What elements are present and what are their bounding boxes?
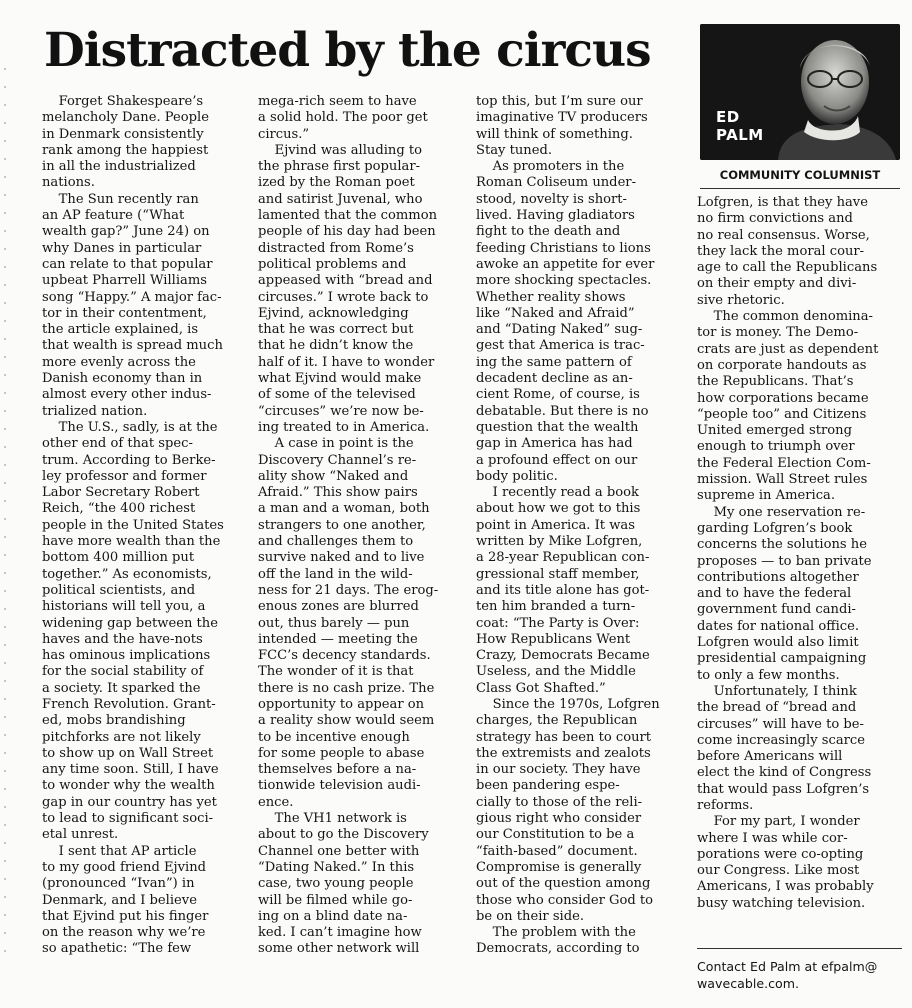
article-line: an AP feature (“What bbox=[42, 208, 185, 224]
article-line: almost every other indus- bbox=[42, 387, 212, 403]
author-role: COMMUNITY COLUMNIST bbox=[719, 168, 881, 182]
author-first-name: ED bbox=[716, 108, 740, 126]
article-line: reforms. bbox=[697, 797, 754, 813]
article-line: song “Happy.” A major fac- bbox=[42, 289, 222, 305]
article-line: gap in America has had bbox=[476, 436, 633, 452]
article-line: Roman Coliseum under- bbox=[476, 175, 636, 191]
article-line: ing treated to in America. bbox=[258, 419, 430, 435]
article-line: about to go the Discovery bbox=[258, 827, 429, 843]
article-line: rank among the happiest bbox=[42, 142, 209, 158]
article-line: ality show “Naked and bbox=[258, 468, 409, 484]
article-line: stood, novelty is short- bbox=[476, 191, 627, 207]
article-line: that he was correct but bbox=[258, 322, 414, 338]
article-line: “Dating Naked.” In this bbox=[258, 859, 415, 875]
article-line: Danish economy than in bbox=[42, 371, 203, 387]
article-line: distracted from Rome’s bbox=[258, 240, 414, 256]
article-line: political scientists, and bbox=[42, 582, 196, 598]
article-line: in our society. They have bbox=[476, 762, 641, 778]
article-line: As promoters in the bbox=[476, 159, 625, 175]
article-line: any time soon. Still, I have bbox=[42, 762, 219, 778]
article-line: off the land in the wild- bbox=[258, 566, 413, 582]
article-line: more shocking spectacles. bbox=[476, 273, 652, 289]
article-line: body politic. bbox=[476, 468, 558, 484]
article-line: on their empty and divi- bbox=[697, 276, 857, 292]
article-line: that would pass Lofgren’s bbox=[697, 781, 870, 797]
article-line: Ejvind was alluding to bbox=[258, 142, 423, 158]
article-line: supreme in America. bbox=[697, 488, 836, 504]
article-line: The U.S., sadly, is at the bbox=[42, 419, 218, 435]
article-line: Forget Shakespeare’s bbox=[42, 94, 204, 109]
author-last-name: PALM bbox=[716, 126, 764, 144]
article-line: The common denomina- bbox=[697, 309, 873, 325]
article-line: be on their side. bbox=[476, 908, 585, 924]
article-line: imaginative TV producers bbox=[476, 110, 648, 126]
article-line: busy watching television. bbox=[697, 895, 866, 911]
article-line: a society. It sparked the bbox=[42, 680, 201, 696]
article-line: a 28-year Republican con- bbox=[476, 550, 650, 566]
article-line: ed, mobs brandishing bbox=[42, 713, 186, 729]
article-line: widening gap between the bbox=[42, 615, 218, 631]
article-line: has ominous implications bbox=[42, 648, 211, 664]
article-line: Democrats, according to bbox=[476, 941, 640, 957]
article-line: the extremists and zealots bbox=[476, 745, 651, 761]
article-line: coat: “The Party is Over: bbox=[476, 615, 640, 631]
article-line: Reich, “the 400 richest bbox=[42, 501, 196, 517]
article-line: other end of that spec- bbox=[42, 436, 193, 452]
contact-text-line-2: wavecable.com. bbox=[697, 976, 800, 991]
article-line: how corporations became bbox=[697, 390, 869, 406]
article-line: Labor Secretary Robert bbox=[42, 485, 200, 501]
article-line: and to have the federal bbox=[697, 586, 852, 602]
article-line: The Sun recently ran bbox=[42, 191, 199, 207]
article-column-3 bbox=[476, 94, 680, 958]
article-line: Americans, I was probably bbox=[697, 879, 874, 895]
article-line: and satirist Juvenal, who bbox=[258, 191, 423, 207]
article-line: trialized nation. bbox=[42, 403, 148, 419]
article-line: Ejvind, acknowledging bbox=[258, 305, 409, 321]
article-line: presidential campaigning bbox=[697, 651, 867, 667]
article-line: proposes — to ban private bbox=[697, 553, 872, 569]
article-line: lived. Having gladiators bbox=[476, 208, 635, 224]
article-line: historians will tell you, a bbox=[42, 599, 206, 615]
article-line: been pandering espe- bbox=[476, 778, 620, 794]
article-line: appeased with “bread and bbox=[258, 273, 433, 289]
article-line: Useless, and the Middle bbox=[476, 664, 636, 680]
article-line: together.” As economists, bbox=[42, 566, 212, 582]
article-line: ing on a blind date na- bbox=[258, 908, 408, 924]
article-line: sive rhetoric. bbox=[697, 292, 785, 308]
article-line: what Ejvind would make bbox=[258, 371, 422, 387]
article-line: I sent that AP article bbox=[42, 843, 197, 859]
article-line: have more wealth than the bbox=[42, 534, 221, 550]
article-line: Lofgren would also limit bbox=[697, 635, 859, 651]
article-line: to wonder why the wealth bbox=[42, 778, 215, 794]
article-line: for some people to abase bbox=[258, 745, 425, 761]
article-line: in all the industrialized bbox=[42, 159, 196, 175]
article-line: political problems and bbox=[258, 256, 407, 272]
article-line: more evenly across the bbox=[42, 354, 196, 370]
article-line: government fund candi- bbox=[697, 602, 856, 618]
article-line: garding Lofgren’s book bbox=[697, 520, 853, 536]
article-line: to show up on Wall Street bbox=[42, 745, 214, 761]
article-line: Class Got Shafted.” bbox=[476, 680, 606, 696]
article-line: mission. Wall Street rules bbox=[697, 472, 868, 488]
article-line: our Congress. Like most bbox=[697, 863, 860, 879]
article-line: gious right who consider bbox=[476, 811, 642, 827]
article-line: before Americans will bbox=[697, 749, 843, 765]
article-line: upbeat Pharrell Williams bbox=[42, 273, 207, 289]
article-line: Whether reality shows bbox=[476, 289, 626, 305]
article-line: a solid hold. The poor get bbox=[258, 110, 428, 126]
article-line: Crazy, Democrats Became bbox=[476, 648, 650, 664]
article-line: haves and the have-nots bbox=[42, 631, 203, 647]
article-line: that Ejvind put his finger bbox=[42, 908, 209, 924]
article-line: lamented that the common bbox=[258, 208, 438, 224]
article-line: Afraid.” This show pairs bbox=[258, 485, 418, 501]
article-line: ness for 21 days. The erog- bbox=[258, 582, 439, 598]
article-line: charges, the Republican bbox=[476, 713, 638, 729]
article-line: cient Rome, of course, is bbox=[476, 387, 640, 403]
article-line: gressional staff member, bbox=[476, 566, 640, 582]
article-line: United emerged strong bbox=[697, 423, 852, 439]
article-line: strategy has been to court bbox=[476, 729, 652, 745]
contact-text-line-1: Contact Ed Palm at efpalm@ bbox=[697, 959, 878, 974]
article-line: people of his day had been bbox=[258, 224, 436, 240]
headline: Distracted by the circus bbox=[44, 23, 651, 78]
article-line: to my good friend Ejvind bbox=[42, 859, 207, 875]
article-line: that he didn’t know the bbox=[258, 338, 414, 354]
article-line: and challenges them to bbox=[258, 534, 414, 550]
article-line: so apathetic: “The few bbox=[42, 941, 192, 957]
article-line: of some of the televised bbox=[258, 387, 416, 403]
article-line: the phrase first popular- bbox=[258, 159, 421, 175]
article-line: For my part, I wonder bbox=[697, 814, 860, 830]
article-line: to lead to significant soci- bbox=[42, 811, 214, 827]
article-line: circus.” bbox=[258, 126, 310, 142]
article-line: ing the same pattern of bbox=[476, 354, 632, 370]
article-line: ized by the Roman poet bbox=[258, 175, 415, 191]
article-line: can relate to that popular bbox=[42, 256, 213, 272]
article-line: Denmark, and I believe bbox=[42, 892, 197, 908]
article-line: to only a few months. bbox=[697, 667, 840, 683]
article-line: (pronounced “Ivan”) in bbox=[42, 876, 195, 892]
article-line: ten him branded a turn- bbox=[476, 599, 636, 615]
page-edge-texture bbox=[4, 60, 6, 960]
article-line: age to call the Republicans bbox=[697, 260, 878, 276]
article-line: to be incentive enough bbox=[258, 729, 410, 745]
article-line: the Republicans. That’s bbox=[697, 374, 854, 390]
article-line: Stay tuned. bbox=[476, 142, 553, 158]
article-line: written by Mike Lofgren, bbox=[476, 534, 643, 550]
article-line: tionwide television audi- bbox=[258, 778, 421, 794]
article-line: Compromise is generally bbox=[476, 859, 642, 875]
article-line: concerns the solutions he bbox=[697, 537, 867, 553]
article-line: ley professor and former bbox=[42, 468, 207, 484]
article-line: decadent decline as an- bbox=[476, 371, 633, 387]
article-line: they lack the moral cour- bbox=[697, 243, 865, 259]
article-line: trum. According to Berke- bbox=[42, 452, 216, 468]
article-line: that wealth is spread much bbox=[42, 338, 223, 354]
article-line: like “Naked and Afraid” bbox=[476, 305, 635, 321]
article-line: ence. bbox=[258, 794, 294, 810]
article-column-1 bbox=[42, 94, 240, 958]
article-line: A case in point is the bbox=[258, 436, 414, 452]
article-line: circuses.” I wrote back to bbox=[258, 289, 429, 305]
article-line: mega-rich seem to have bbox=[258, 94, 417, 109]
article-line: pitchforks are not likely bbox=[42, 729, 201, 745]
article-line: “people too” and Citizens bbox=[697, 406, 867, 422]
article-line: intended — meeting the bbox=[258, 631, 418, 647]
article-line: contributions altogether bbox=[697, 569, 859, 585]
article-line: and “Dating Naked” sug- bbox=[476, 322, 643, 338]
article-line: some other network will bbox=[258, 941, 420, 957]
article-line: I recently read a book bbox=[476, 485, 639, 501]
columnist-box bbox=[700, 24, 900, 186]
article-line: no firm convictions and bbox=[697, 211, 853, 227]
article-line: enough to triumph over bbox=[697, 439, 855, 455]
article-line: the Federal Election Com- bbox=[697, 455, 871, 471]
article-line: ked. I can’t imagine how bbox=[258, 925, 422, 941]
article-line: those who consider God to bbox=[476, 892, 654, 908]
article-line: debatable. But there is no bbox=[476, 403, 649, 419]
article-line: no real consensus. Worse, bbox=[697, 227, 870, 243]
article-line: gest that America is trac- bbox=[476, 338, 645, 354]
article-line: etal unrest. bbox=[42, 827, 119, 843]
article-line: The wonder of it is that bbox=[258, 664, 414, 680]
article-line: French Revolution. Grant- bbox=[42, 696, 216, 712]
article-line: on corporate handouts as bbox=[697, 357, 867, 373]
article-line: a profound effect on our bbox=[476, 452, 638, 468]
article-line: Channel one better with bbox=[258, 843, 420, 859]
article-line: where I was while cor- bbox=[697, 830, 848, 846]
article-line: cially to those of the reli- bbox=[476, 794, 643, 810]
article-line: case, two young people bbox=[258, 876, 414, 892]
article-line: The problem with the bbox=[476, 925, 636, 941]
article-line: Discovery Channel’s re- bbox=[258, 452, 417, 468]
article-line: question that the wealth bbox=[476, 419, 639, 435]
article-line: “faith-based” document. bbox=[476, 843, 638, 859]
article-line: bottom 400 million put bbox=[42, 550, 195, 566]
article-line: out of the question among bbox=[476, 876, 651, 892]
article-line: gap in our country has yet bbox=[42, 794, 217, 810]
article-line: nations. bbox=[42, 175, 95, 191]
article-line: our Constitution to be a bbox=[476, 827, 635, 843]
article-line: for the social stability of bbox=[42, 664, 204, 680]
article-line: people in the United States bbox=[42, 517, 224, 533]
article-line: awoke an appetite for ever bbox=[476, 256, 655, 272]
contact-line bbox=[697, 958, 902, 992]
article-line: Since the 1970s, Lofgren bbox=[476, 696, 660, 712]
article-line: the article explained, is bbox=[42, 322, 199, 338]
article-line: Lofgren, is that they have bbox=[697, 195, 868, 210]
article-line: crats are just as dependent bbox=[697, 341, 879, 357]
article-line: about how we got to this bbox=[476, 501, 641, 517]
article-line: wealth gap?” June 24) on bbox=[42, 224, 210, 240]
article-line: opportunity to appear on bbox=[258, 696, 425, 712]
article-line: tor is money. The Demo- bbox=[697, 325, 859, 341]
article-line: FCC’s decency standards. bbox=[258, 648, 431, 664]
article-line: enous zones are blurred bbox=[258, 599, 419, 615]
columnist-photo bbox=[700, 24, 900, 160]
article-line: porations were co-opting bbox=[697, 846, 864, 862]
article-line: melancholy Dane. People bbox=[42, 110, 209, 126]
article-line: feeding Christians to lions bbox=[476, 240, 651, 256]
article-line: out, thus barely — pun bbox=[258, 615, 410, 631]
article-line: How Republicans Went bbox=[476, 631, 631, 647]
article-line: there is no cash prize. The bbox=[258, 680, 435, 696]
article-line: a man and a woman, both bbox=[258, 501, 430, 517]
article-line: on the reason why we’re bbox=[42, 925, 206, 941]
article-line: Unfortunately, I think bbox=[697, 683, 857, 699]
article-line: themselves before a na- bbox=[258, 762, 417, 778]
article-line: the bread of “bread and bbox=[697, 700, 857, 716]
article-line: point in America. It was bbox=[476, 517, 635, 533]
article-line: will be filmed while go- bbox=[258, 892, 413, 908]
article-line: elect the kind of Congress bbox=[697, 765, 872, 781]
article-line: a reality show would seem bbox=[258, 713, 435, 729]
article-line: half of it. I have to wonder bbox=[258, 354, 435, 370]
article-line: The VH1 network is bbox=[258, 811, 407, 827]
article-line: survive naked and to live bbox=[258, 550, 425, 566]
article-line: come increasingly scarce bbox=[697, 732, 865, 748]
article-line: in Denmark consistently bbox=[42, 126, 204, 142]
contact-divider bbox=[697, 948, 902, 949]
article-line: My one reservation re- bbox=[697, 504, 866, 520]
article-column-2 bbox=[258, 94, 461, 958]
article-line: fight to the death and bbox=[476, 224, 621, 240]
role-divider bbox=[700, 188, 900, 189]
article-line: will think of something. bbox=[476, 126, 633, 142]
article-line: dates for national office. bbox=[697, 618, 860, 634]
article-line: top this, but I’m sure our bbox=[476, 94, 643, 109]
article-line: why Danes in particular bbox=[42, 240, 202, 256]
article-line: tor in their contentment, bbox=[42, 305, 207, 321]
article-column-4 bbox=[697, 195, 902, 912]
article-line: circuses” will have to be- bbox=[697, 716, 864, 732]
article-line: strangers to one another, bbox=[258, 517, 426, 533]
article-line: and its title alone has got- bbox=[476, 582, 650, 598]
article-line: “circuses” we’re now be- bbox=[258, 403, 424, 419]
